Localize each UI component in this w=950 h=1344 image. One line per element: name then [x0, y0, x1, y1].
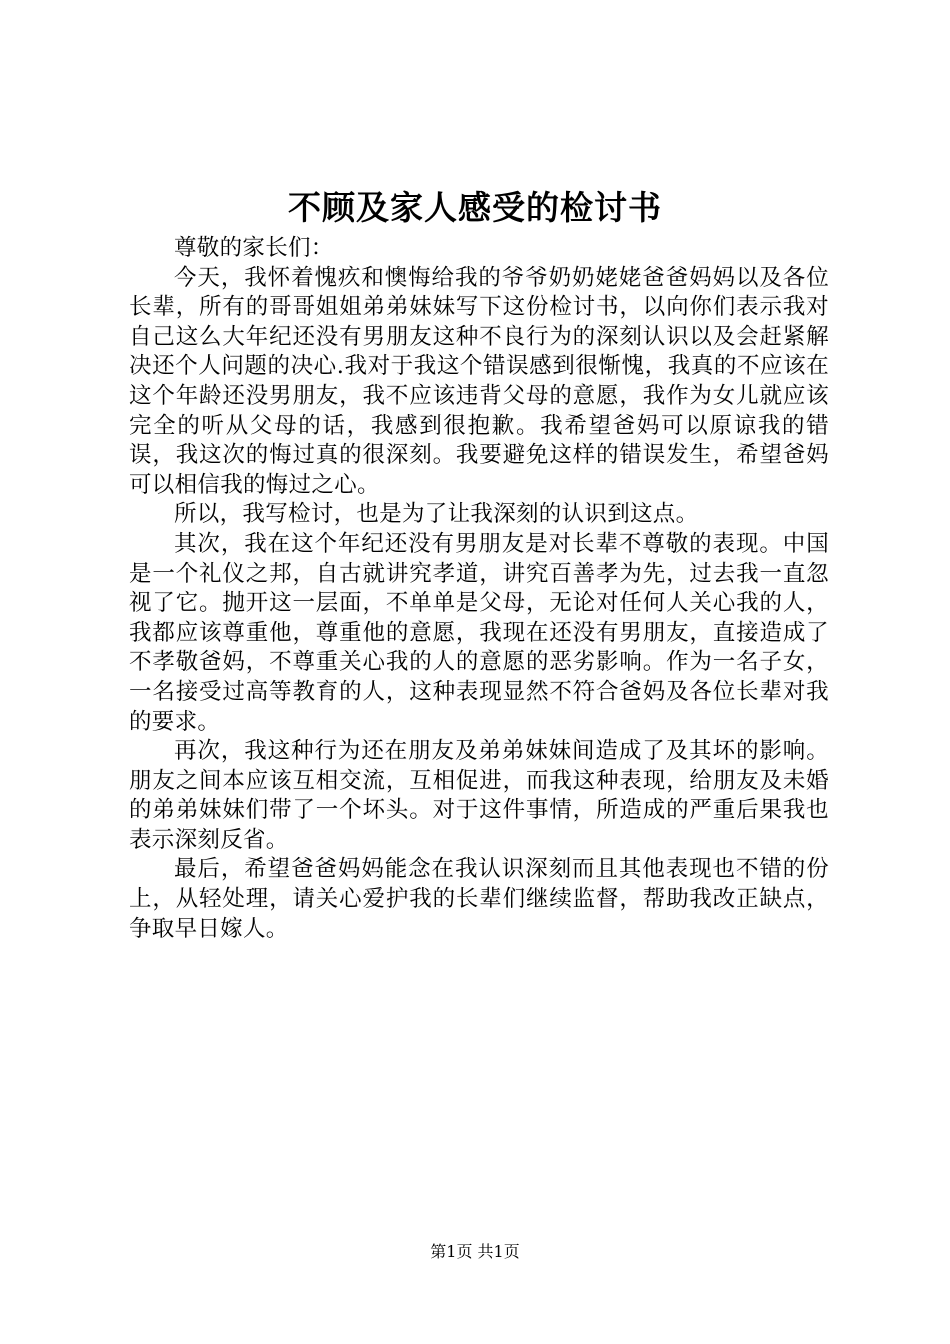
paragraph-4: 再次，我这种行为还在朋友及弟弟妹妹间造成了及其坏的影响。朋友之间本应该互相交流，互相促进，而我这种表现，给朋友及未婚的弟弟妹妹们带了一个坏头。对于这件事情，所造成的严重后果我也表示深刻反省。	[129, 738, 829, 853]
paragraph-2: 所以，我写检讨，也是为了让我深刻的认识到这点。	[174, 501, 699, 528]
paragraph-5: 最后，希望爸爸妈妈能念在我认识深刻而且其他表现也不错的份上，从轻处理，请关心爱护我的长辈们继续监督，帮助我改正缺点，争取早日嫁人。	[129, 856, 829, 942]
paragraph-1: 今天，我怀着愧疚和懊悔给我的爷爷奶奶姥姥爸爸妈妈以及各位长辈，所有的哥哥姐姐弟弟妹妹写下这份检讨书，以向你们表示我对自己这么大年纪还没有男朋友这种不良行为的深刻认识以及会赶紧解决还个人问题的决心.我对于我这个错误感到很惭愧，我真的不应该在这个年龄还没男朋友，我不应该违背父母的意愿，我作为女儿就应该完全的听从父母的话，我感到很抱歉。我希望爸妈可以原谅我的错误，我这次的悔过真的很深刻。我要避免这样的错误发生，希望爸妈可以相信我的悔过之心。	[129, 264, 829, 498]
document-title: 不顾及家人感受的检讨书	[288, 188, 662, 227]
paragraph-3: 其次，我在这个年纪还没有男朋友是对长辈不尊敬的表现。中国是一个礼仪之邦，自古就讲究孝道，讲究百善孝为先，过去我一直忽视了它。抛开这一层面，不单单是父母，无论对任何人关心我的人，我都应该尊重他，尊重他的意愿，我现在还没有男朋友，直接造成了不孝敬爸妈，不尊重关心我的人的意愿的恶劣影响。作为一名子女，一名接受过高等教育的人，这种表现显然不符合爸妈及各位长辈对我的要求。	[129, 530, 829, 735]
document-body	[129, 234, 829, 944]
salutation: 尊敬的家长们：	[174, 235, 334, 261]
page-number-footer: 第1页 共1页	[430, 1242, 520, 1261]
